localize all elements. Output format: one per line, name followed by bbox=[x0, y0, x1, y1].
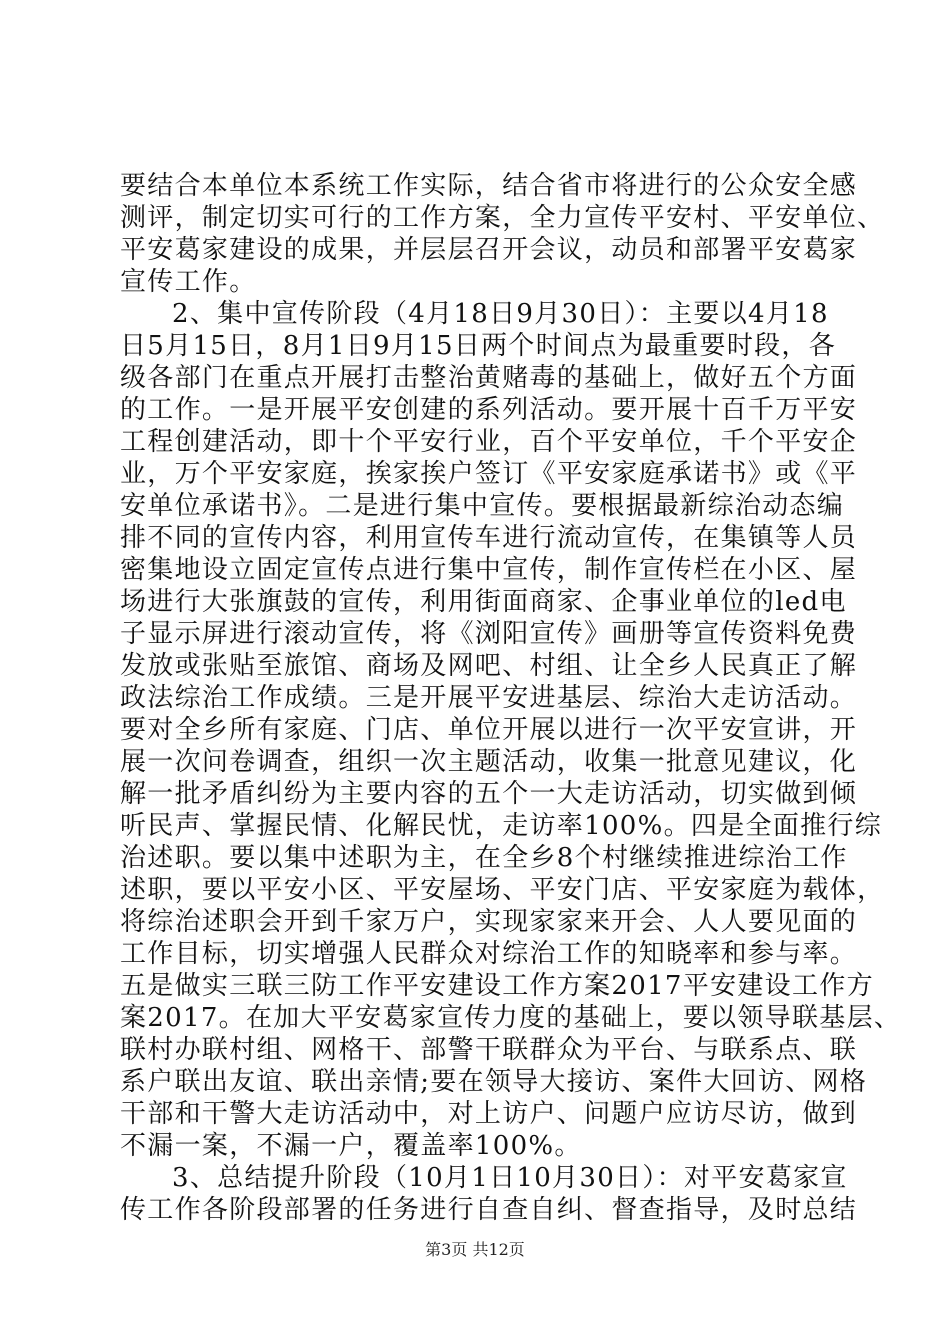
paragraph-start-line: 3、总结提升阶段（10月1日10月30日）：对平安葛家宣 bbox=[172, 1163, 848, 1193]
text-line: 平安葛家建设的成果，并层层召开会议，动员和部署平安葛家 bbox=[120, 235, 858, 265]
text-line: 不漏一案，不漏一户，覆盖率100%。 bbox=[120, 1131, 582, 1161]
text-line: 五是做实三联三防工作平安建设工作方案2017平安建设工作方 bbox=[120, 971, 874, 1001]
text-line: 子显示屏进行滚动宣传，将《浏阳宣传》画册等宣传资料免费 bbox=[120, 619, 858, 649]
document-body bbox=[120, 170, 902, 1226]
text-line: 展一次问卷调查，组织一次主题活动，收集一批意见建议，化 bbox=[120, 747, 858, 777]
text-line: 干部和干警大走访活动中，对上访户、问题户应访尽访，做到 bbox=[120, 1099, 858, 1129]
text-line: 安单位承诺书》。二是进行集中宣传。要根据最新综治动态编 bbox=[120, 491, 845, 521]
text-line: 听民声、掌握民情、化解民忧，走访率100%。四是全面推行综 bbox=[120, 811, 883, 841]
text-line: 级各部门在重点开展打击整治黄赌毒的基础上，做好五个方面 bbox=[120, 363, 858, 393]
page-number-footer: 第3页 共12页 bbox=[425, 1240, 525, 1259]
text-line: 解一批矛盾纠纷为主要内容的五个一大走访活动，切实做到倾 bbox=[120, 779, 858, 809]
text-line: 场进行大张旗鼓的宣传，利用街面商家、企事业单位的led电 bbox=[120, 587, 847, 617]
paragraph-start-line: 2、集中宣传阶段（4月18日9月30日）：主要以4月18 bbox=[172, 299, 829, 329]
text-line: 政法综治工作成绩。三是开展平安进基层、综治大走访活动。 bbox=[120, 683, 858, 713]
text-line: 系户联出友谊、联出亲情;要在领导大接访、案件大回访、网格 bbox=[120, 1067, 868, 1097]
text-line: 联村办联村组、网格干、部警干联群众为平台、与联系点、联 bbox=[120, 1035, 858, 1065]
text-line: 测评，制定切实可行的工作方案，全力宣传平安村、平安单位、 bbox=[120, 203, 885, 233]
text-line: 述职，要以平安小区、平安屋场、平安门店、平安家庭为载体， bbox=[120, 875, 885, 905]
text-line: 工程创建活动，即十个平安行业，百个平安单位，千个平安企 bbox=[120, 427, 858, 457]
text-line: 业，万个平安家庭，挨家挨户签订《平安家庭承诺书》或《平 bbox=[120, 459, 858, 489]
text-line: 日5月15日，8月1日9月15日两个时间点为最重要时段，各 bbox=[120, 331, 837, 361]
text-line: 案2017。在加大平安葛家宣传力度的基础上，要以领导联基层、 bbox=[120, 1003, 902, 1033]
text-line: 传工作各阶段部署的任务进行自查自纠、督查指导，及时总结 bbox=[120, 1195, 858, 1225]
text-line: 排不同的宣传内容，利用宣传车进行流动宣传，在集镇等人员 bbox=[120, 523, 858, 553]
text-line: 的工作。一是开展平安创建的系列活动。要开展十百千万平安 bbox=[120, 395, 858, 425]
text-line: 密集地设立固定宣传点进行集中宣传，制作宣传栏在小区、屋 bbox=[120, 555, 858, 585]
text-line: 工作目标，切实增强人民群众对综治工作的知晓率和参与率。 bbox=[120, 939, 858, 969]
text-line: 发放或张贴至旅馆、商场及网吧、村组、让全乡人民真正了解 bbox=[120, 651, 858, 681]
text-line: 将综治述职会开到千家万户，实现家家来开会、人人要见面的 bbox=[120, 907, 858, 937]
text-line: 要结合本单位本系统工作实际，结合省市将进行的公众安全感 bbox=[120, 171, 858, 201]
text-line: 治述职。要以集中述职为主，在全乡8个村继续推进综治工作 bbox=[120, 843, 848, 873]
text-line: 宣传工作。 bbox=[120, 267, 257, 297]
text-line: 要对全乡所有家庭、门店、单位开展以进行一次平安宣讲，开 bbox=[120, 715, 858, 745]
